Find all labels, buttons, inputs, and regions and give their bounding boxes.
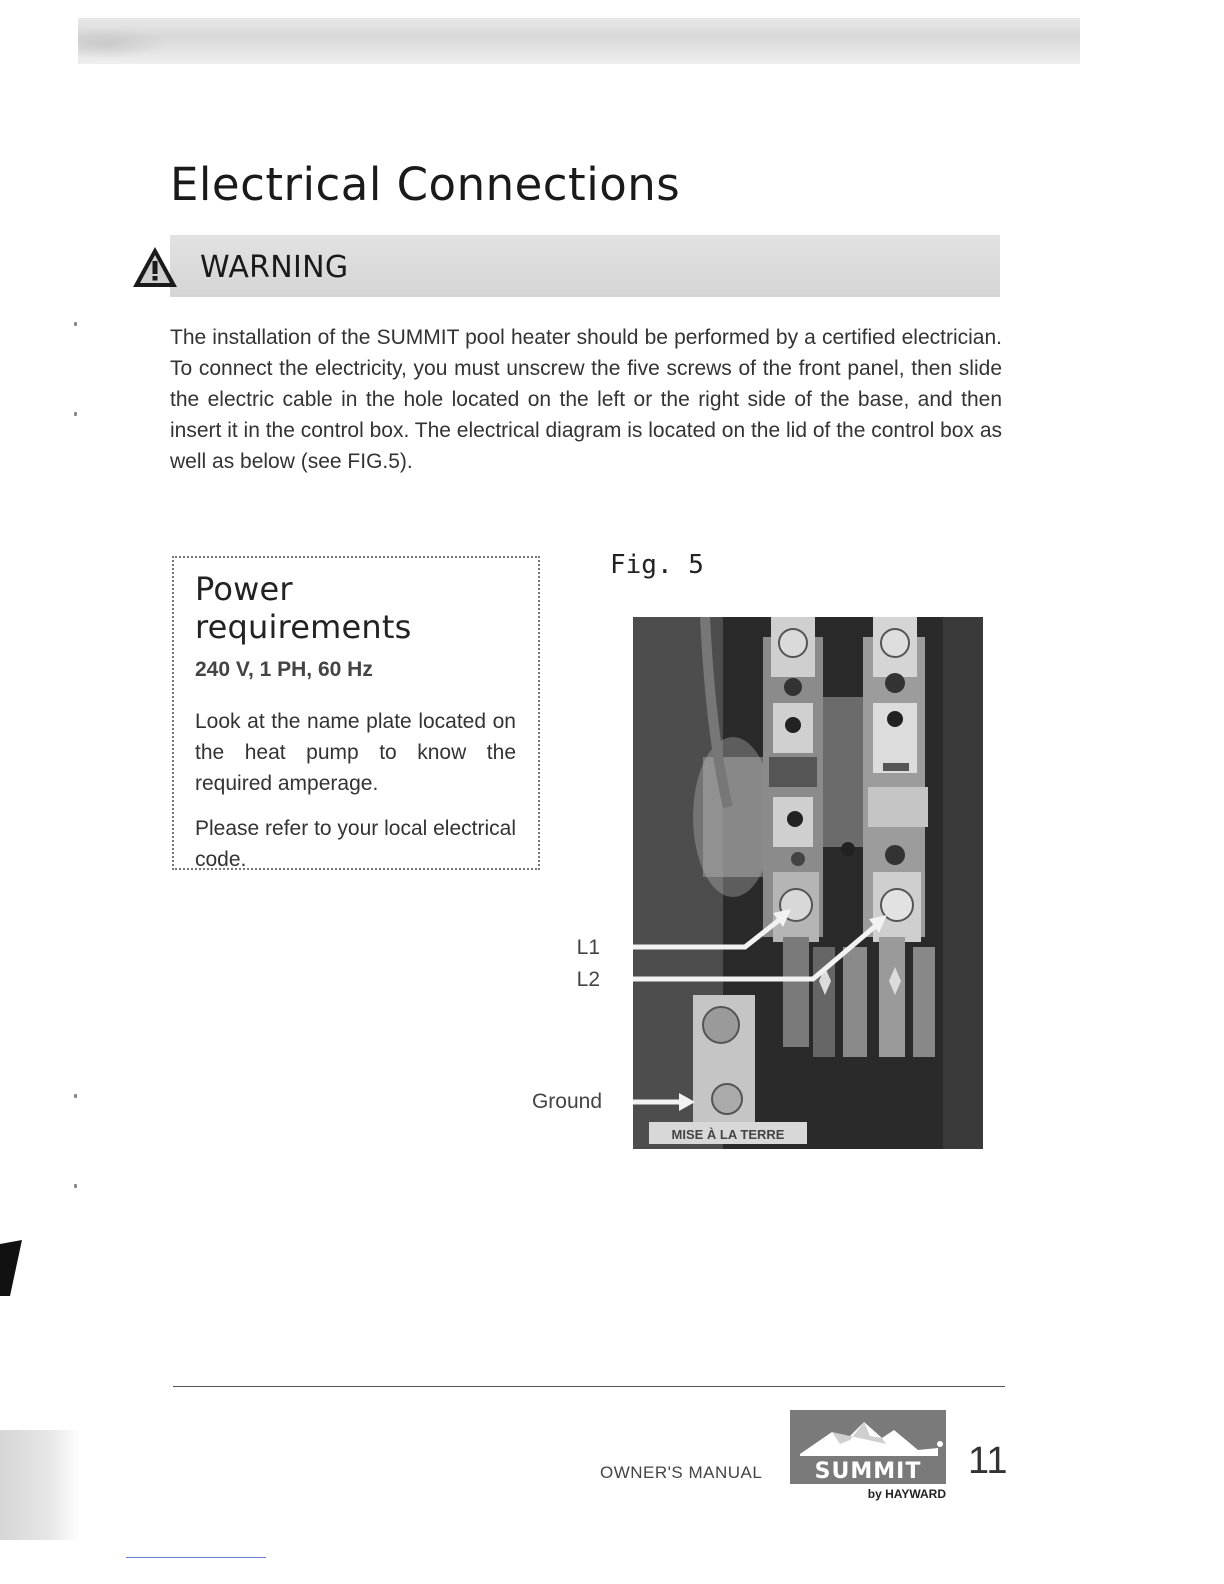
- footer-manual-label: OWNER'S MANUAL: [600, 1463, 763, 1482]
- scan-shadow: [0, 1430, 80, 1540]
- figure-label: Fig. 5: [610, 550, 704, 580]
- logo-main-text: SUMMIT: [814, 1459, 922, 1484]
- power-requirements-title: Power requirements: [195, 570, 412, 646]
- header-band: [78, 18, 1080, 64]
- warning-label: WARNING: [200, 250, 349, 285]
- wiring-photo: [633, 617, 983, 1149]
- power-spec: 240 V, 1 PH, 60 Hz: [195, 658, 373, 681]
- power-paragraph-code: Please refer to your local electrical code.: [195, 817, 516, 871]
- page-title: Electrical Connections: [170, 158, 681, 211]
- scan-speck: [74, 1184, 77, 1188]
- scan-speck: [74, 1094, 77, 1098]
- power-paragraph-amperage: Look at the name plate located on the heat pump to know the required amperage.: [195, 710, 516, 795]
- callout-l1: L1: [576, 936, 600, 959]
- scan-speck: [74, 412, 77, 416]
- logo-sub-text: by HAYWARD: [867, 1487, 946, 1501]
- power-requirements-box: [172, 556, 540, 870]
- scan-corner-mark: [0, 1240, 24, 1296]
- callout-l2: L2: [576, 968, 600, 991]
- warning-triangle-icon: [131, 245, 179, 289]
- summit-hayward-logo: [790, 1410, 950, 1502]
- intro-paragraph: The installation of the SUMMIT pool heater should be performed by a certified electrician. To connect the electricity, you must unscrew the five screws of the front panel, then slide the electric cable in the hole located on the left or the right side of the base, and then insert it in the control box. The electrical diagram is located on the lid of the control box as well as below (see FIG.5).: [170, 326, 1002, 473]
- page-number: 11: [968, 1440, 1008, 1482]
- callout-ground: Ground: [531, 1090, 602, 1113]
- scan-edge-line: [126, 1557, 266, 1558]
- photo-label-text: MISE À LA TERRE: [671, 1127, 785, 1142]
- scan-speck: [74, 322, 77, 326]
- footer-divider: [173, 1386, 1005, 1387]
